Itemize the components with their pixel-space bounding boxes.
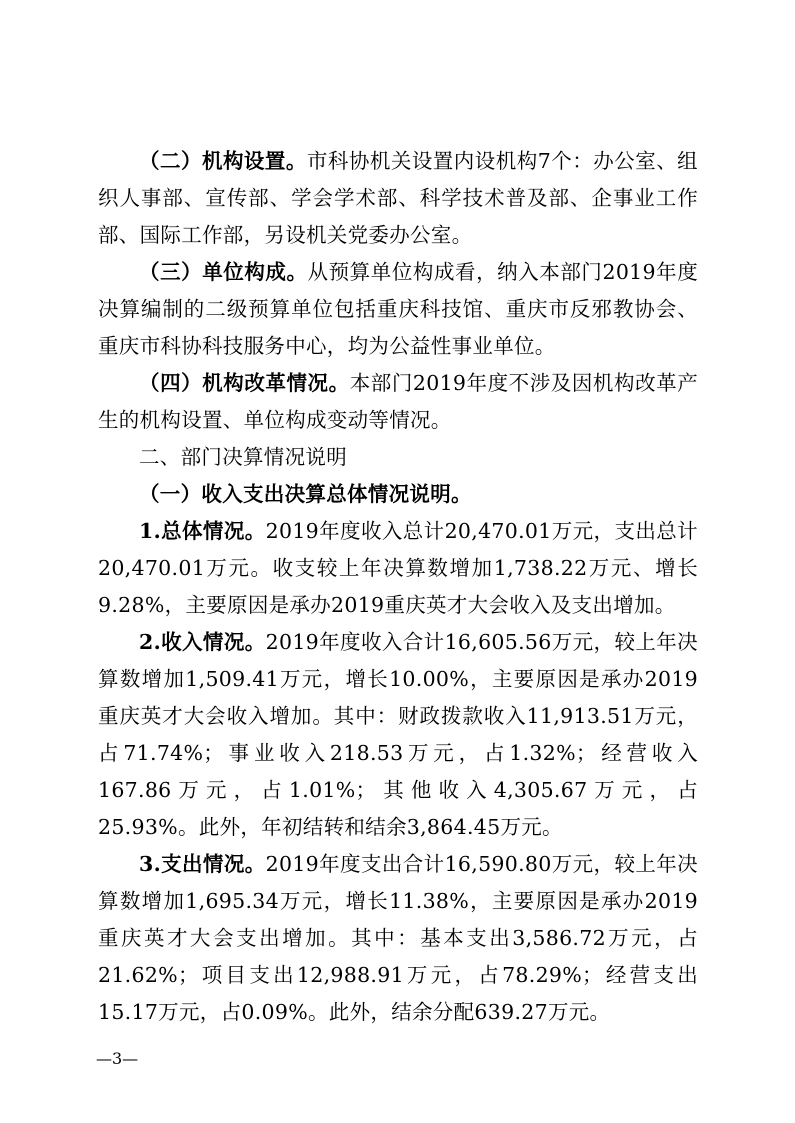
- paragraph-reform: [98, 365, 698, 439]
- expenditure-text: 2019年度支出合计16,590.80万元，较上年决算数增加1,695.34万元，增长11.38%，主要原因是承办2019重庆英才大会支出增加。其中：基本支出3,586.72万元，占21.62%；项目支出12,988.91万元，占78.29%；经营支出15.17万元，占0.09%。此外，结余分配639.27万元。: [98, 852, 698, 1024]
- paragraph-expenditure: [98, 846, 698, 1031]
- reform-text: 本部门2019年度不涉及因机构改革产生的机构设置、单位构成变动等情况。: [98, 371, 699, 432]
- overall-text: 2019年度收入总计20,470.01万元，支出总计20,470.01万元。收支较上年决算数增加1,738.22万元、增长9.28%，主要原因是承办2019重庆英才大会收入及支出增加。: [98, 519, 698, 617]
- heading-unit-composition: （三）单位构成。: [139, 260, 308, 284]
- heading-income: 2.收入情况。: [139, 630, 266, 654]
- heading-org-setup: （二）机构设置。: [139, 149, 307, 173]
- org-setup-text: 市科协机关设置内设机构7个：办公室、组织人事部、宣传部、学会学术部、科学技术普及部、企事业工作部、国际工作部，另设机关党委办公室。: [98, 149, 698, 247]
- heading-reform: （四）机构改革情况。: [139, 371, 350, 395]
- paragraph-org-setup: [98, 143, 698, 254]
- paragraph-unit-composition: [98, 254, 698, 365]
- page-number: —3—: [96, 1049, 139, 1068]
- section-heading-final-accounts: 二、部门决算情况说明: [139, 445, 347, 469]
- paragraph-income: [98, 624, 698, 846]
- income-text: 2019年度收入合计16,605.56万元，较上年决算数增加1,509.41万元，增长10.00%，主要原因是承办2019重庆英才大会收入增加。其中：财政拨款收入11,913.51万元，占71.74%；事业收入218.53万元，占1.32%；经营收入167.86万元，占1.01%；其他收入4,305.67万元，占25.93%。此外，年初结转和结余3,864.45万元。: [98, 630, 698, 839]
- paragraph-overall: [98, 513, 698, 624]
- heading-overall: 1.总体情况。: [139, 519, 266, 543]
- unit-composition-text: 从预算单位构成看，纳入本部门2019年度决算编制的二级预算单位包括重庆科技馆、重庆市反邪教协会、重庆市科协科技服务中心，均为公益性事业单位。: [98, 260, 698, 358]
- heading-expenditure: 3.支出情况。: [139, 852, 266, 876]
- subsection-heading-overall: （一）收入支出决算总体情况说明。: [139, 482, 472, 506]
